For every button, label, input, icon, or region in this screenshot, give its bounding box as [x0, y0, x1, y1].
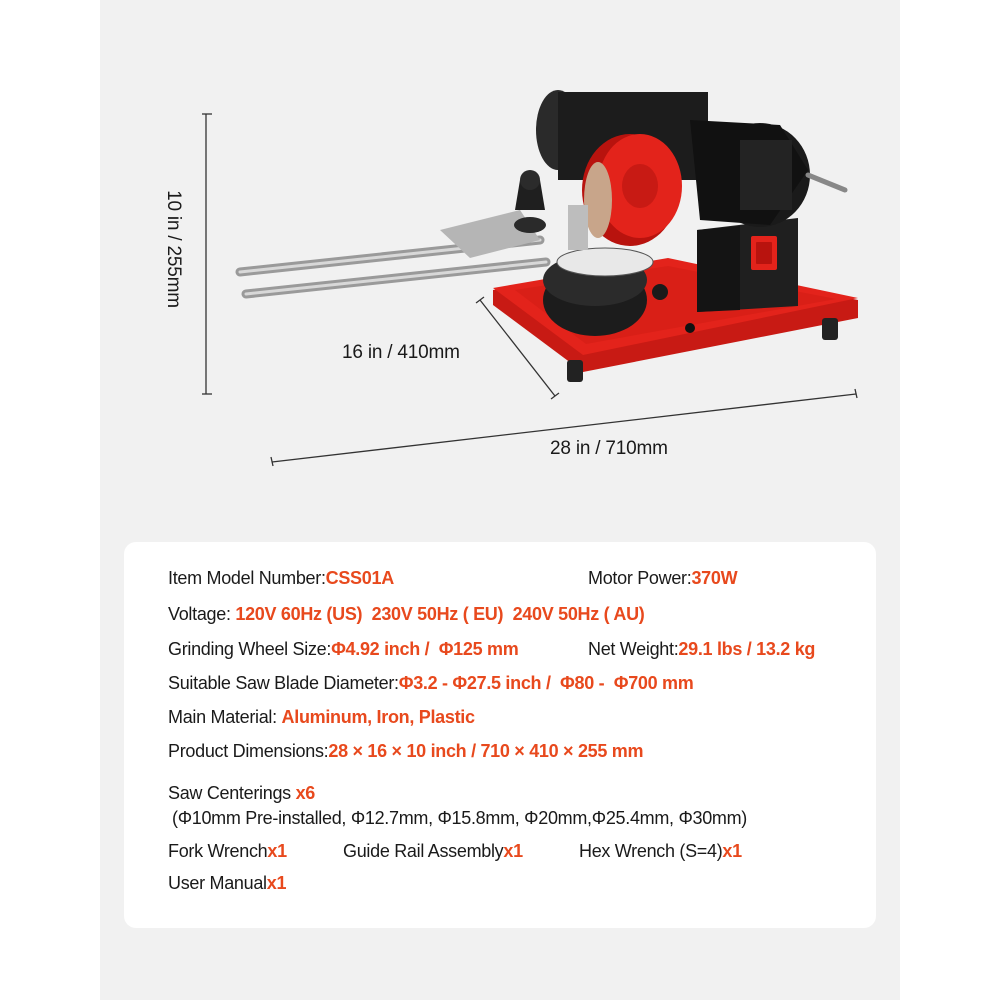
- spec-weight-row: [588, 639, 815, 660]
- voltage-value: 120V 60Hz (US) 230V 50Hz ( EU) 240V 50Hz ( AU): [235, 604, 645, 624]
- material-label: Main Material:: [168, 707, 277, 727]
- voltage-label: Voltage:: [168, 604, 231, 624]
- weight-value: 29.1 lbs / 13.2 kg: [678, 639, 816, 659]
- grinding-wheel-guard: [582, 134, 682, 246]
- guide-rails: [240, 170, 546, 294]
- power-label: Motor Power:: [588, 568, 692, 588]
- weight-label: Net Weight:: [588, 639, 679, 659]
- included-centerings-row: [168, 783, 315, 804]
- motor-box: [697, 218, 798, 312]
- fork-wrench-label: Fork Wrench: [168, 841, 268, 861]
- manual-label: User Manual: [168, 873, 267, 893]
- hex-wrench-qty: x1: [722, 841, 742, 861]
- spec-power-row: [588, 568, 737, 589]
- included-guide-rail-row: [343, 841, 523, 862]
- spec-blade-row: [168, 673, 693, 694]
- depth-dimension-label: 16 in / 410mm: [342, 342, 460, 363]
- centerings-qty: x6: [295, 783, 315, 803]
- wheel-value: Φ4.92 inch / Φ125 mm: [331, 639, 519, 659]
- spec-model-row: [168, 568, 394, 589]
- model-value: CSS01A: [325, 568, 394, 588]
- centerings-label: Saw Centerings: [168, 783, 291, 803]
- spec-card: [124, 542, 876, 928]
- height-dimension-label: 10 in / 255mm: [163, 190, 184, 308]
- centerings-note: (Φ10mm Pre-installed, Φ12.7mm, Φ15.8mm, Φ20mm,Φ25.4mm, Φ30mm): [172, 808, 748, 828]
- power-value: 370W: [691, 568, 738, 588]
- dimensions-label: Product Dimensions:: [168, 741, 329, 761]
- guide-rail-label: Guide Rail Assembly: [343, 841, 504, 861]
- blade-value: Φ3.2 - Φ27.5 inch / Φ80 - Φ700 mm: [398, 673, 694, 693]
- width-dimension-label: 28 in / 710mm: [550, 438, 668, 459]
- guide-rail-qty: x1: [503, 841, 523, 861]
- included-hex-wrench-row: [579, 841, 742, 862]
- material-value: Aluminum, Iron, Plastic: [281, 707, 475, 727]
- spec-voltage-row: [168, 604, 644, 625]
- model-label: Item Model Number:: [168, 568, 326, 588]
- fork-wrench-qty: x1: [267, 841, 287, 861]
- manual-qty: x1: [266, 873, 287, 893]
- dimensions-value: 28 × 16 × 10 inch / 710 × 410 × 255 mm: [328, 741, 644, 761]
- spec-wheel-row: [168, 639, 518, 660]
- spec-dimensions-row: [168, 741, 643, 762]
- included-manual-row: [168, 873, 286, 894]
- wheel-label: Grinding Wheel Size:: [168, 639, 332, 659]
- included-fork-wrench-row: [168, 841, 287, 862]
- blade-label: Suitable Saw Blade Diameter:: [168, 673, 399, 693]
- spec-material-row: [168, 707, 475, 728]
- hex-wrench-label: Hex Wrench (S=4): [579, 841, 723, 861]
